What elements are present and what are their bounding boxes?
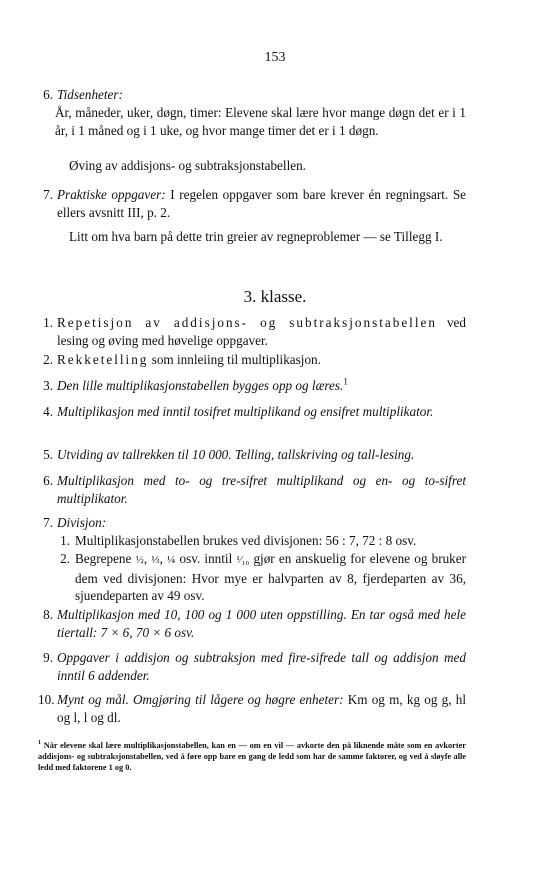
sub-list-number: 1. bbox=[60, 533, 70, 548]
section-title: Tidsenheter: bbox=[57, 87, 123, 102]
list-item bbox=[38, 472, 466, 507]
list-number: 4. bbox=[43, 404, 53, 419]
list-item bbox=[38, 314, 466, 349]
fraction: ½ bbox=[135, 554, 144, 566]
list-text: Multiplikasjon med 10, 100 og 1 000 uten oppstilling. En tar også med hele tiertall: 7 × 6, 70 × 6 osv. bbox=[57, 607, 466, 640]
list-text-spaced: Repetisjon av addisjons- og subtraksjonstabellen bbox=[57, 315, 437, 330]
list-item bbox=[38, 351, 466, 369]
sub-list-text: Multiplikasjonstabellen brukes ved divisjonen: 56 : 7, 72 : 8 osv. bbox=[75, 533, 417, 548]
footnote-mark: 1 bbox=[38, 740, 41, 747]
list-text: som innleiing til multiplikasjon. bbox=[148, 352, 321, 367]
footnote-reference: 1 bbox=[343, 376, 348, 387]
footnote-text: Når elevene skal lære multiplikasjonstabellen, kan en — om en vil — avkorte den på liknende måte som en avkorter addisjons- og subtraksjonstabellen, ved å føre opp bare en gang de ledd som har de samme faktorer, og ved å sløyfe alle ledd med faktorene 1 og 0. bbox=[38, 741, 466, 772]
list-text: Utviding av tallrekken til 10 000. Telling, tallskriving og tall-lesing. bbox=[57, 447, 415, 462]
section-7-paragraph-1 bbox=[38, 186, 466, 221]
list-text: Den lille multiplikasjonstabellen bygges opp og læres. bbox=[57, 378, 344, 393]
list-number: 8. bbox=[43, 607, 53, 622]
section-number: 7. bbox=[43, 187, 53, 202]
list-number: 3. bbox=[43, 378, 53, 393]
footnote bbox=[38, 740, 466, 773]
list-number: 2. bbox=[43, 352, 53, 367]
list-number: 7. bbox=[43, 515, 53, 530]
class-heading: 3. klasse. bbox=[243, 287, 307, 306]
list-number: 9. bbox=[43, 650, 53, 665]
list-text: ved lesing og øving med høvelige oppgaver. bbox=[57, 315, 466, 348]
sub-list-text: osv. inntil bbox=[175, 551, 237, 566]
list-text: Oppgaver i addisjon og subtraksjon med fire-sifrede tall og addisjon med inntil 6 addender. bbox=[57, 650, 466, 683]
sub-list-text: Begrepene bbox=[75, 551, 136, 566]
section-text: I regelen oppgaver som bare krever én regningsart. Se ellers avsnitt III, p. 2. bbox=[57, 187, 467, 220]
list-number: 10. bbox=[38, 692, 55, 707]
sub-list-item bbox=[38, 532, 466, 550]
section-number: 6. bbox=[43, 87, 53, 102]
list-number: 1. bbox=[43, 315, 53, 330]
list-text: Divisjon: bbox=[57, 515, 107, 530]
list-number: 6. bbox=[43, 473, 53, 488]
list-item bbox=[38, 606, 466, 641]
fraction: ¼ bbox=[167, 554, 176, 566]
list-text-spaced: Rekketelling bbox=[57, 352, 149, 367]
section-title: Praktiske oppgaver: bbox=[57, 187, 166, 202]
list-item bbox=[38, 691, 466, 726]
list-number: 5. bbox=[43, 447, 53, 462]
list-text: Km og m, kg og g, hl og l, l og dl. bbox=[57, 692, 466, 725]
sub-list-number: 2. bbox=[60, 551, 70, 566]
list-item bbox=[38, 403, 466, 421]
section-6-paragraph-2: Øving av addisjons- og subtraksjonstabellen. bbox=[69, 158, 306, 173]
section-6-title bbox=[38, 86, 466, 104]
sub-list-item: 2. Begrepene ½, ⅓, ¼ osv. inntil ¹⁄₁₀ gjør en anskuelig for elevene og bruker dem ved divisjonen: Hvor mye er halvparten av 8, fjerdeparten av 36, sjuendeparten av 49 osv. bbox=[38, 550, 466, 605]
list-item bbox=[38, 446, 466, 464]
list-item bbox=[38, 377, 466, 395]
list-text: Multiplikasjon med inntil tosifret multiplikand og ensifret multiplikator. bbox=[57, 404, 434, 419]
list-item bbox=[38, 649, 466, 684]
list-item bbox=[38, 514, 466, 532]
fraction: ⅓ bbox=[151, 554, 160, 566]
fraction: ¹⁄₁₀ bbox=[236, 554, 250, 566]
page-number: 153 bbox=[264, 50, 286, 65]
list-text-italic: Mynt og mål. Omgjøring til lågere og høgre enheter: bbox=[57, 692, 344, 707]
section-7-paragraph-2: Litt om hva barn på dette trin greier av regneproblemer — se Tillegg I. bbox=[69, 229, 443, 244]
sub-list-text: gjør en anskuelig for elevene og bruker dem ved divisjonen: Hvor mye er halvparten av 8, fjerdeparten av 36, sjuendeparten av 49 osv. bbox=[75, 551, 467, 603]
list-text: Multiplikasjon med to- og tre-sifret multiplikand og en- og to-sifret multiplikator. bbox=[57, 473, 466, 506]
section-6-paragraph-1: År, måneder, uker, døgn, timer: Elevene skal lære hvor mange døgn det er i 1 år, i 1 måned og i 1 uke, og hvor mange timer det er i 1 døgn. bbox=[55, 105, 466, 138]
